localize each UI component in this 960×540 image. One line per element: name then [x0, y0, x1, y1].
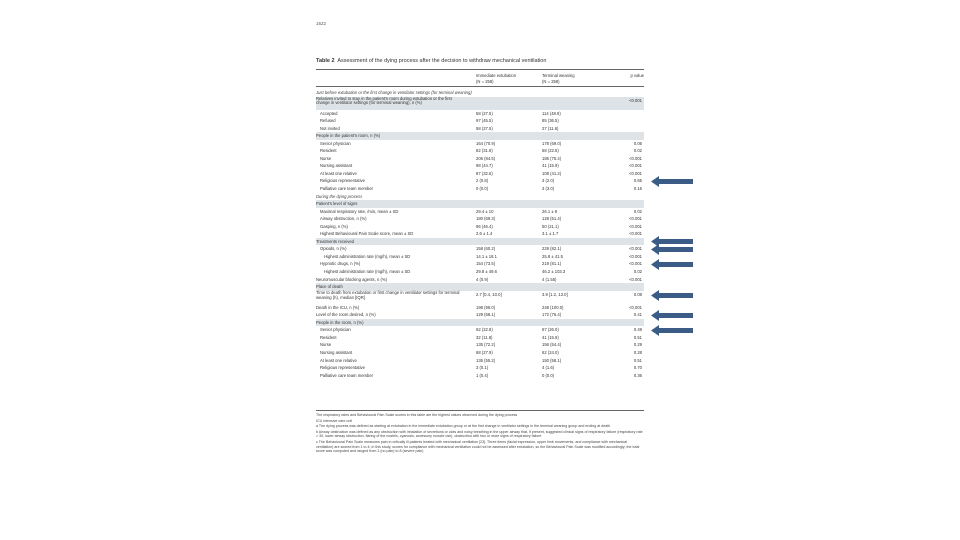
table-row: [316, 97, 644, 110]
row-label: Patient's level of signs: [316, 201, 358, 207]
row-value-c2: 185 (75.4): [542, 155, 562, 161]
table-row: [316, 140, 644, 148]
row-value-c1: 154 (73.5): [476, 261, 496, 267]
col-header-c1-line1: Immediate extubation: [476, 73, 517, 78]
table-row: [316, 253, 644, 261]
row-value-c2: 67 (26.0): [542, 327, 559, 333]
row-label: Nurse: [320, 342, 332, 348]
row-value-c1: 4 (0.9): [476, 276, 489, 282]
table-row: [316, 372, 644, 380]
col-header-c1-line2: (N = 258): [476, 78, 494, 84]
row-value-c2: 108 (41.2): [542, 170, 562, 176]
table-row: [316, 125, 644, 133]
footnote-rule: [316, 410, 644, 411]
table-row: [316, 341, 644, 349]
row-value-c1: 164 (70.9): [476, 140, 496, 146]
document-page: [316, 0, 646, 540]
row-value-c1: 87 (32.6): [476, 170, 493, 176]
row-value-c2: 150 (58.1): [542, 357, 562, 363]
row-label: Palliative care team member: [320, 186, 374, 192]
row-value-c1: 206 (84.5): [476, 155, 496, 161]
table-row: [316, 155, 644, 163]
row-label: Place of death: [316, 284, 343, 290]
table-row: [316, 357, 644, 365]
row-value-c3: 0.41: [633, 312, 642, 318]
row-label: Treatments received: [316, 238, 355, 244]
table-row: [316, 117, 644, 125]
row-value-c2: 156 (54.4): [542, 342, 562, 348]
row-value-c2: 4 (1.6): [542, 365, 555, 371]
row-value-c2: 219 (81.1): [542, 261, 562, 267]
row-value-c3: 0.65: [633, 178, 642, 184]
table-row: [316, 170, 644, 178]
row-value-c2: 50 (21.1): [542, 223, 559, 229]
row-value-c3: <0.001: [629, 170, 642, 176]
row-value-c1: 62 (22.8): [476, 327, 493, 333]
row-label: Highest administration rate (mg/h), mean ± SD: [324, 253, 411, 259]
table-row: [316, 311, 644, 319]
row-label: Accepted: [320, 110, 338, 116]
row-value-c3: 0.08: [633, 291, 642, 297]
row-value-c1: 0 (0.0): [476, 186, 489, 192]
row-value-c3: 0.70: [633, 365, 642, 371]
col-header-terminal-weaning: [542, 73, 575, 84]
row-label: Religious representative: [320, 178, 365, 184]
row-value-c2: 62 (24.0): [542, 349, 559, 355]
footnote: The respiratory rates and Behavioural Pain Scale scores in this table are the highest values observed during the dying process: [316, 413, 518, 417]
row-value-c3: 0.02: [633, 208, 642, 214]
annotation-arrow-icon: [651, 259, 693, 270]
table-row: [316, 177, 644, 185]
row-value-c3: 0.16: [633, 186, 642, 192]
row-value-c3: <0.001: [629, 304, 642, 310]
row-label: Highest administration rate (mg/h), mean ± SD: [324, 269, 411, 275]
row-label: Gasping, n (%): [320, 223, 348, 229]
table-row: [316, 230, 644, 238]
row-value-c3: 0.51: [633, 334, 642, 340]
row-value-c2: 229 (82.1): [542, 246, 562, 252]
footnote: ICU intensive care unit: [316, 418, 353, 423]
row-label: Level of the room desired, n (%): [316, 312, 376, 318]
row-label: Airway obstruction, n (%): [320, 216, 367, 222]
row-label: Not invited: [320, 125, 340, 131]
annotation-arrow-icon: [651, 290, 693, 301]
row-value-c2: 114 (48.9): [542, 110, 561, 116]
row-value-c3: 0.29: [633, 342, 642, 348]
row-value-c1: 97 (45.5): [476, 118, 493, 124]
table-title-text: Assessment of the dying process after the decision to withdraw mechanical ventilation: [337, 58, 547, 64]
table-row: [316, 268, 644, 276]
row-value-c1: 129 (68.1): [476, 312, 496, 318]
table-row: [316, 304, 644, 312]
table-row: [316, 132, 644, 140]
row-value-c3: 0.02: [633, 269, 642, 275]
row-value-c2: 3.1 ± 1.7: [542, 231, 559, 237]
footnote: c The Behavioural Pain Scale measures pain in critically ill patients treated with mechanical ventilation [23]. Three items (facial expression, upper limb movements, and compliance with mechanical ventilation) are scored from 1 to 4; in this study, scores for compliance with mechanical ventilation could not be assessed after extubation, so the Behavioural Pain Scale was modified accordingly; the total score was computed and ranged from 2 (no pain) to 8 (severe pain): [316, 439, 640, 454]
col-header-c3-line1: p value: [630, 73, 644, 78]
row-label: Resident: [320, 148, 337, 154]
row-value-c2: 25.8 ± 41.5: [542, 253, 563, 259]
table-row: [316, 276, 644, 284]
col-header-immediate-extubation: [476, 73, 516, 84]
annotation-arrow-icon: [651, 244, 693, 255]
row-value-c3: <0.001: [629, 261, 642, 267]
table-row: [316, 364, 644, 372]
col-header-c2-line1: Terminal weaning: [542, 73, 575, 78]
table-row: [316, 208, 644, 216]
row-value-c3: <0.001: [629, 155, 642, 161]
row-label: People in the room, n (%): [316, 319, 364, 325]
row-value-c1: 1 (0.4): [476, 372, 489, 378]
table-body: [316, 89, 644, 379]
row-value-c2: 41 (15.9): [542, 163, 559, 169]
row-value-c1: 135 (72.2): [476, 342, 496, 348]
table-row: [316, 260, 644, 268]
row-value-c2: 85 (36.5): [542, 118, 559, 124]
row-value-c3: <0.001: [629, 231, 642, 237]
row-value-c2: 3 (3.0): [542, 186, 555, 192]
table-top-rule: [316, 69, 644, 70]
row-value-c2: 248 (100.0): [542, 304, 564, 310]
row-value-c3: <0.001: [629, 97, 642, 103]
row-value-c3: 0.49: [633, 327, 642, 333]
row-label: During the dying process: [316, 193, 363, 199]
row-value-c1: 68 (27.9): [476, 349, 493, 355]
row-value-c1: 58 (27.5): [476, 125, 493, 131]
row-value-c3: <0.001: [629, 253, 642, 259]
row-value-c3: <0.001: [629, 246, 642, 252]
row-value-c2: 4 (1.55): [542, 276, 557, 282]
table-row: [316, 200, 644, 208]
row-value-c1: 2 (0.8): [476, 178, 489, 184]
row-value-c1: 98 (44.7): [476, 163, 493, 169]
table-row: [316, 110, 644, 118]
row-label: Hypnotic drugs, n (%): [320, 261, 361, 267]
row-value-c2: 46.2 ± 103.3: [542, 269, 566, 275]
row-label: Nurse: [320, 155, 332, 161]
table-row: [316, 319, 644, 327]
annotation-arrow-icon: [651, 325, 693, 336]
table-row: [316, 245, 644, 253]
row-value-c1: 32 (11.8): [476, 334, 493, 340]
footnote: b Airway obstruction was defined as any obstruction with inhalation of secretions or clots and noisy breathing in the upper airway that, if present, suggested clinical signs of respiratory failure (respiratory rate > 30, lower airway obstruction, flaring of the nostrils, cyanosis, accessory muscle use), obstruction with two or more signs of respiratory failure: [316, 429, 643, 439]
row-value-c3: <0.001: [629, 276, 642, 282]
row-value-c1: 82 (31.8): [476, 148, 493, 154]
table-row: [316, 291, 644, 304]
row-value-c3: <0.001: [629, 216, 642, 222]
table-row: [316, 162, 644, 170]
row-label: Maximal respiratory rate, /min, mean ± SD: [320, 208, 399, 214]
table-row: [316, 349, 644, 357]
row-value-c2: 26.1 ± 9: [542, 208, 558, 214]
row-value-c2: 128 (51.4): [542, 216, 562, 222]
row-value-c1: 96 (46.4): [476, 223, 493, 229]
col-header-c2-line2: (N = 258): [542, 78, 560, 84]
row-value-c3: 0.06: [633, 140, 642, 146]
row-label: Senior physician: [320, 140, 351, 146]
row-label: Death in the ICU, n (%): [316, 304, 360, 310]
row-value-c3: <0.001: [629, 223, 642, 229]
table-row: [316, 334, 644, 342]
row-label: Nursing assistant: [320, 349, 353, 355]
row-value-c3: <0.001: [629, 163, 642, 169]
table-row: [316, 215, 644, 223]
page-number: 1622: [316, 21, 327, 26]
row-value-c2: 172 (76.4): [542, 312, 562, 318]
table-row: [316, 238, 644, 246]
row-label: Palliative care team member: [320, 372, 374, 378]
row-value-c1: 14.1 ± 18.1: [476, 253, 497, 259]
row-value-c1: 136 (55.2): [476, 357, 496, 363]
row-label: People in the patient's room, n (%): [316, 133, 381, 139]
table-footnotes: [316, 410, 644, 455]
row-value-c1: 29.4 ± 10: [476, 208, 494, 214]
row-value-c1: 198 (96.0): [476, 304, 496, 310]
row-label: Opioids, n (%): [320, 246, 347, 252]
table-row: [316, 185, 644, 193]
row-value-c3: 0.02: [633, 148, 642, 154]
row-value-c1: 29.8 ± 49.6: [476, 269, 497, 275]
annotation-arrow-icon: [651, 310, 693, 321]
row-label: Religious representative: [320, 365, 365, 371]
row-label: Refused: [320, 118, 336, 124]
row-value-c3: 0.51: [633, 357, 642, 363]
row-value-c3: 0.36: [633, 372, 642, 378]
footnote: a The dying process was defined as starting at extubation in the immediate extubation group or at the first change in ventilator settings in the terminal weaning group and ending at death: [316, 424, 611, 429]
table-title-prefix: Table 2: [316, 58, 335, 64]
row-value-c2: 41 (15.9): [542, 334, 559, 340]
row-value-c2: 27 (11.6): [542, 125, 559, 131]
row-value-c1: 158 (60.2): [476, 246, 496, 252]
row-value-c2: 178 (69.0): [542, 140, 562, 146]
table-title: [316, 58, 546, 64]
row-label: Relatives invited to stay in the patient's room during extubation or the first change in ventilator settings (for terminal weaning), n (%): [316, 96, 452, 106]
row-value-c2: 3.9 [1.2, 13.0]: [542, 291, 568, 297]
row-label: Nursing assistant: [320, 163, 353, 169]
table-header-rule: [316, 86, 644, 87]
row-label: Senior physician: [320, 327, 351, 333]
row-label: At least one relative: [320, 170, 357, 176]
row-value-c1: 180 (69.3): [476, 216, 496, 222]
table-row: [316, 147, 644, 155]
table-row: [316, 326, 644, 334]
row-value-c1: 58 (27.5): [476, 110, 493, 116]
row-value-c2: 0 (0.0): [542, 372, 555, 378]
row-label: Time to death from extubation or first change in ventilator settings for terminal weaning (h), median [IQR]: [316, 290, 460, 300]
row-label: Resident: [320, 334, 337, 340]
row-value-c3: 0.28: [633, 349, 642, 355]
row-value-c1: 3 (0.1): [476, 365, 489, 371]
row-value-c2: 3 (2.0): [542, 178, 555, 184]
table-row: [316, 193, 644, 201]
row-value-c1: 2.6 ± 1.4: [476, 231, 493, 237]
row-value-c2: 58 (22.5): [542, 148, 559, 154]
row-label: Just before extubation or the first change in ventilator settings (for terminal weaning): [316, 90, 472, 95]
row-label: Highest Behavioural Pain Scale score, mean ± SD: [320, 231, 414, 237]
table-row: [316, 223, 644, 231]
row-value-c1: 2.7 [0.4, 10.0]: [476, 291, 502, 297]
annotation-arrow-icon: [651, 176, 693, 187]
row-label: At least one relative: [320, 357, 357, 363]
row-label: Neuromuscular blocking agents, n (%): [316, 276, 387, 282]
col-header-p-value: [630, 73, 644, 79]
